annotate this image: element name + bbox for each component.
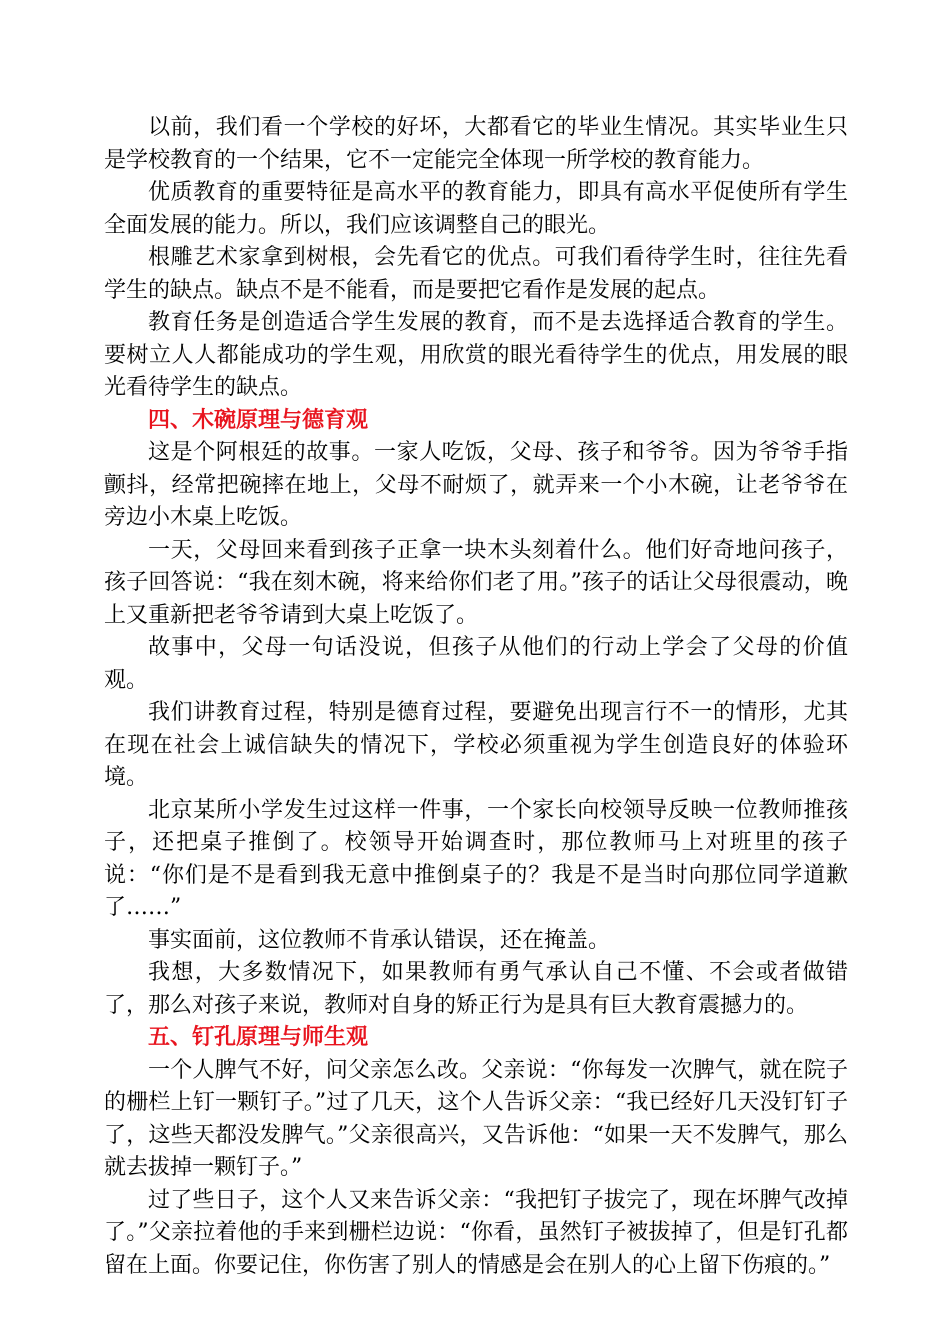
paragraph: 故事中，父母一句话没说，但孩子从他们的行动上学会了父母的价值观。: [104, 635, 848, 693]
paragraph: 教育任务是创造适合学生发展的教育，而不是去选择适合教育的学生。要树立人人都能成功的学生观，用欣赏的眼光看待学生的优点，用发展的眼光看待学生的缺点。: [104, 310, 848, 400]
section-heading: 五、钉孔原理与师生观: [148, 1025, 369, 1050]
section-heading: 四、木碗原理与德育观: [148, 407, 369, 433]
paragraph: 一个人脾气不好，问父亲怎么改。父亲说：“你每发一次脾气，就在院子的栅栏上钉一颗钉子。”过了几天，这个人告诉父亲：“我已经好几天没钉钉子了，这些天都没发脾气。”父亲很高兴，又告诉他：“如果一天不发脾气，那么就去拔掉一颗钉子。”: [104, 1057, 848, 1180]
paragraph: 过了些日子，这个人又来告诉父亲：“我把钉子拔完了，现在坏脾气改掉了。”父亲拉着他的手来到栅栏边说：“你看，虽然钉子被拔掉了，但是钉孔都留在上面。你要记住，你伤害了别人的情感是会在别人的心上留下伤痕的。”: [104, 1187, 848, 1278]
paragraph: 优质教育的重要特征是高水平的教育能力，即具有高水平促使所有学生全面发展的能力。所以，我们应该调整自己的眼光。: [104, 180, 848, 238]
paragraph: 事实面前，这位教师不肯承认错误，还在掩盖。: [148, 927, 611, 953]
paragraph: 我们讲教育过程，特别是德育过程，要避免出现言行不一的情形，尤其在现在社会上诚信缺失的情况下，学校必须重视为学生创造良好的体验环境。: [104, 700, 848, 790]
document-page: [104, 112, 848, 1282]
paragraph: 根雕艺术家拿到树根，会先看它的优点。可我们看待学生时，往往先看学生的缺点。缺点不是不能看，而是要把它看作是发展的起点。: [104, 245, 848, 303]
paragraph: 一天，父母回来看到孩子正拿一块木头刻着什么。他们好奇地问孩子，孩子回答说：“我在刻木碗，将来给你们老了用。”孩子的话让父母很震动，晚上又重新把老爷爷请到大桌上吃饭了。: [104, 537, 848, 628]
paragraph: 以前，我们看一个学校的好坏，大都看它的毕业生情况。其实毕业生只是学校教育的一个结果，它不一定能完全体现一所学校的教育能力。: [104, 115, 848, 173]
paragraph: 这是个阿根廷的故事。一家人吃饭，父母、孩子和爷爷。因为爷爷手指颤抖，经常把碗摔在地上，父母不耐烦了，就弄来一个小木碗，让老爷爷在旁边小木桌上吃饭。: [104, 440, 848, 530]
paragraph: 北京某所小学发生过这样一件事，一个家长向校领导反映一位教师推孩子，还把桌子推倒了。校领导开始调查时，那位教师马上对班里的孩子说：“你们是不是看到我无意中推倒桌子的？我是不是当时向那位同学道歉了……”: [104, 797, 848, 920]
paragraph: 我想，大多数情况下，如果教师有勇气承认自己不懂、不会或者做错了，那么对孩子来说，教师对自身的矫正行为是具有巨大教育震撼力的。: [104, 960, 848, 1018]
